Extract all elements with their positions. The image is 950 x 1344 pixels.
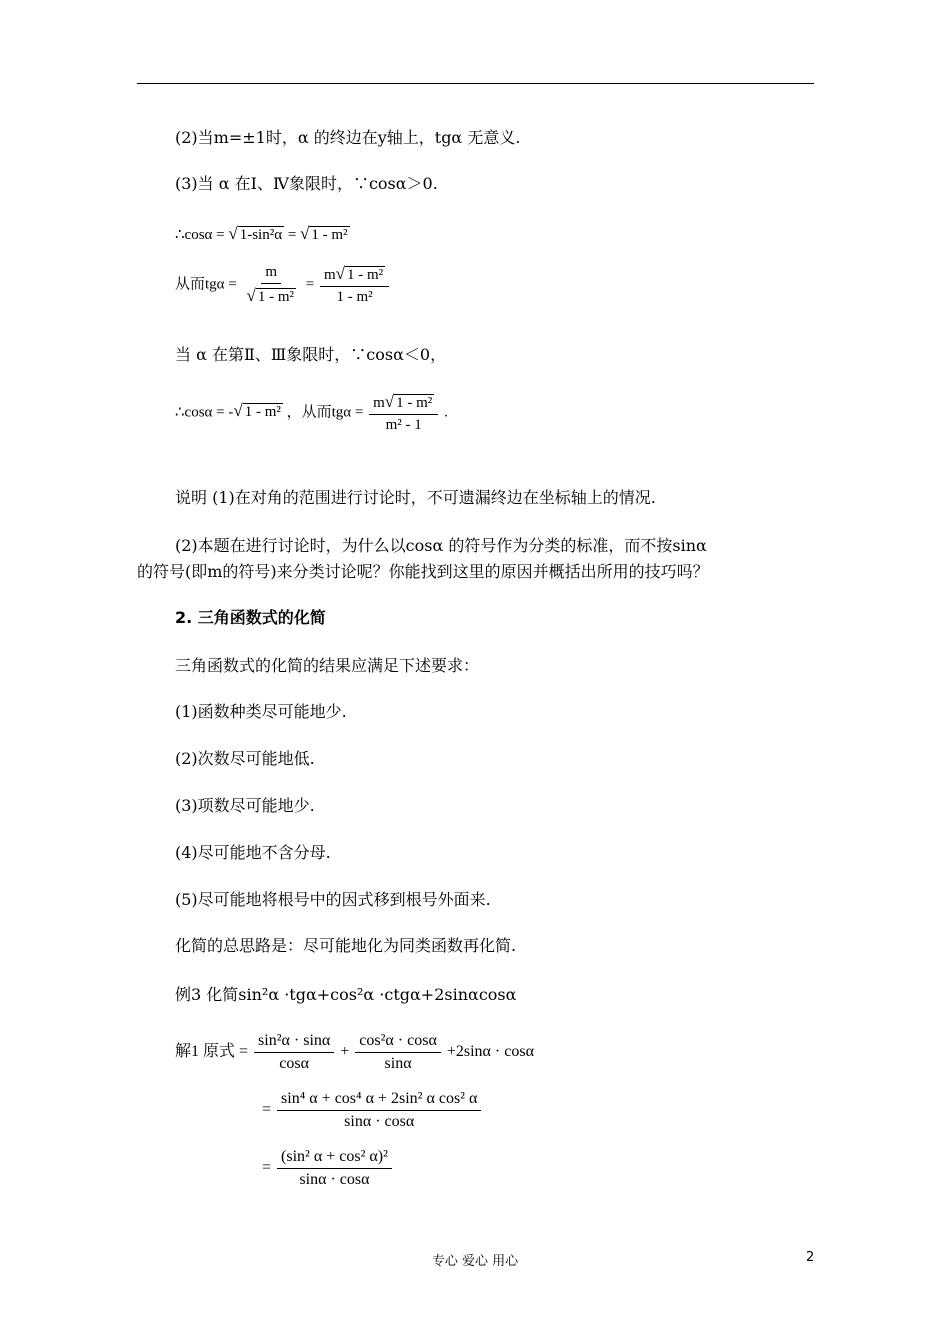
text-line: (2)次数尽可能地低.: [175, 749, 315, 768]
sqrt-expression: √ 1 - m²: [233, 401, 281, 421]
denominator: sinα: [384, 1055, 412, 1072]
text-line: (1)函数种类尽可能地少.: [175, 702, 347, 721]
page-number: 2: [806, 1250, 815, 1265]
formula-text: ∴cosα = -: [175, 404, 234, 421]
radicand: 1 - m²: [311, 227, 348, 243]
text-line: (5)尽可能地将根号中的因式移到根号外面来.: [175, 890, 491, 909]
formula-tg-positive: [175, 264, 391, 306]
fraction: [243, 264, 301, 306]
numerator: m √ 1 - m²: [320, 264, 389, 287]
formula-cos-negative: [175, 392, 448, 434]
solution-label: 解1 原式 =: [175, 1043, 249, 1061]
text-line: (2)本题在进行讨论时，为什么以cosα 的符号作为分类的标准，而不按sinα: [175, 536, 707, 555]
formula-text: 从而tgα =: [175, 276, 237, 293]
fraction: [277, 1090, 481, 1131]
denominator: cosα: [279, 1055, 309, 1072]
section-heading: 2. 三角函数式的化简: [175, 608, 326, 627]
text-line: 说明 (1)在对角的范围进行讨论时，不可遗漏终边在坐标轴上的情况.: [175, 488, 656, 507]
formula-text: =: [262, 1101, 272, 1119]
fraction: [254, 1032, 334, 1073]
text-line: (3)项数尽可能地少.: [175, 796, 315, 815]
sqrt-expression: √ 1 - m²: [300, 224, 348, 243]
solution-step-3: [262, 1148, 394, 1189]
solution-step-1: [175, 1032, 534, 1073]
numerator: sin²α · sinα: [254, 1032, 334, 1053]
formula-text: .: [444, 404, 448, 421]
numerator: m: [261, 264, 281, 284]
formula-cos-positive: [175, 224, 350, 244]
fraction: [277, 1148, 392, 1189]
denominator: m² - 1: [385, 417, 422, 433]
numerator: sin⁴ α + cos⁴ α + 2sin² α cos² α: [277, 1090, 481, 1111]
text-line: 三角函数式的化简的结果应满足下述要求：: [175, 656, 480, 675]
radicand: 1-sin²α: [239, 227, 283, 243]
text-line: 化简的总思路是：尽可能地化为同类函数再化简.: [175, 936, 517, 955]
numerator: cos²α · cosα: [355, 1032, 441, 1053]
denominator: sinα · cosα: [344, 1113, 415, 1130]
page-footer: 专心 爱心 用心: [431, 1254, 519, 1269]
text-line: (2)当m=±1时，α 的终边在y轴上，tgα 无意义.: [175, 128, 521, 147]
text-line: (3)当 α 在Ⅰ、Ⅳ象限时，∵cosα＞0.: [175, 174, 438, 193]
numerator: (sin² α + cos² α)²: [277, 1148, 392, 1169]
formula-text: =: [262, 1159, 272, 1177]
numerator: m √ 1 - m²: [369, 392, 438, 415]
text-line: 的符号(即m的符号)来分类讨论呢？你能找到这里的原因并概括出所用的技巧吗？: [137, 562, 709, 581]
fraction: [369, 392, 438, 434]
formula-text: =: [287, 227, 297, 243]
text-line: 当 α 在第Ⅱ、Ⅲ象限时，∵cosα＜0，: [175, 345, 447, 364]
fraction: [355, 1032, 441, 1073]
solution-step-2: [262, 1090, 483, 1131]
formula-text: +: [340, 1043, 350, 1061]
denominator: 1 - m²: [336, 289, 373, 305]
formula-text: +2sinα · cosα: [446, 1043, 534, 1061]
formula-text: ，从而tgα =: [286, 404, 364, 421]
text-line: (4)尽可能地不含分母.: [175, 843, 331, 862]
formula-text: =: [305, 276, 315, 293]
denominator: sinα · cosα: [299, 1171, 370, 1188]
header-rule: [137, 83, 814, 84]
fraction: [320, 264, 389, 306]
formula-text: ∴cosα =: [175, 227, 225, 243]
denominator: √ 1 - m²: [246, 286, 295, 305]
sqrt-expression: √ 1-sin²α: [228, 224, 283, 243]
example-line: 例3 化简sin²α ·tgα+cos²α ·ctgα+2sinαcosα: [175, 985, 517, 1004]
